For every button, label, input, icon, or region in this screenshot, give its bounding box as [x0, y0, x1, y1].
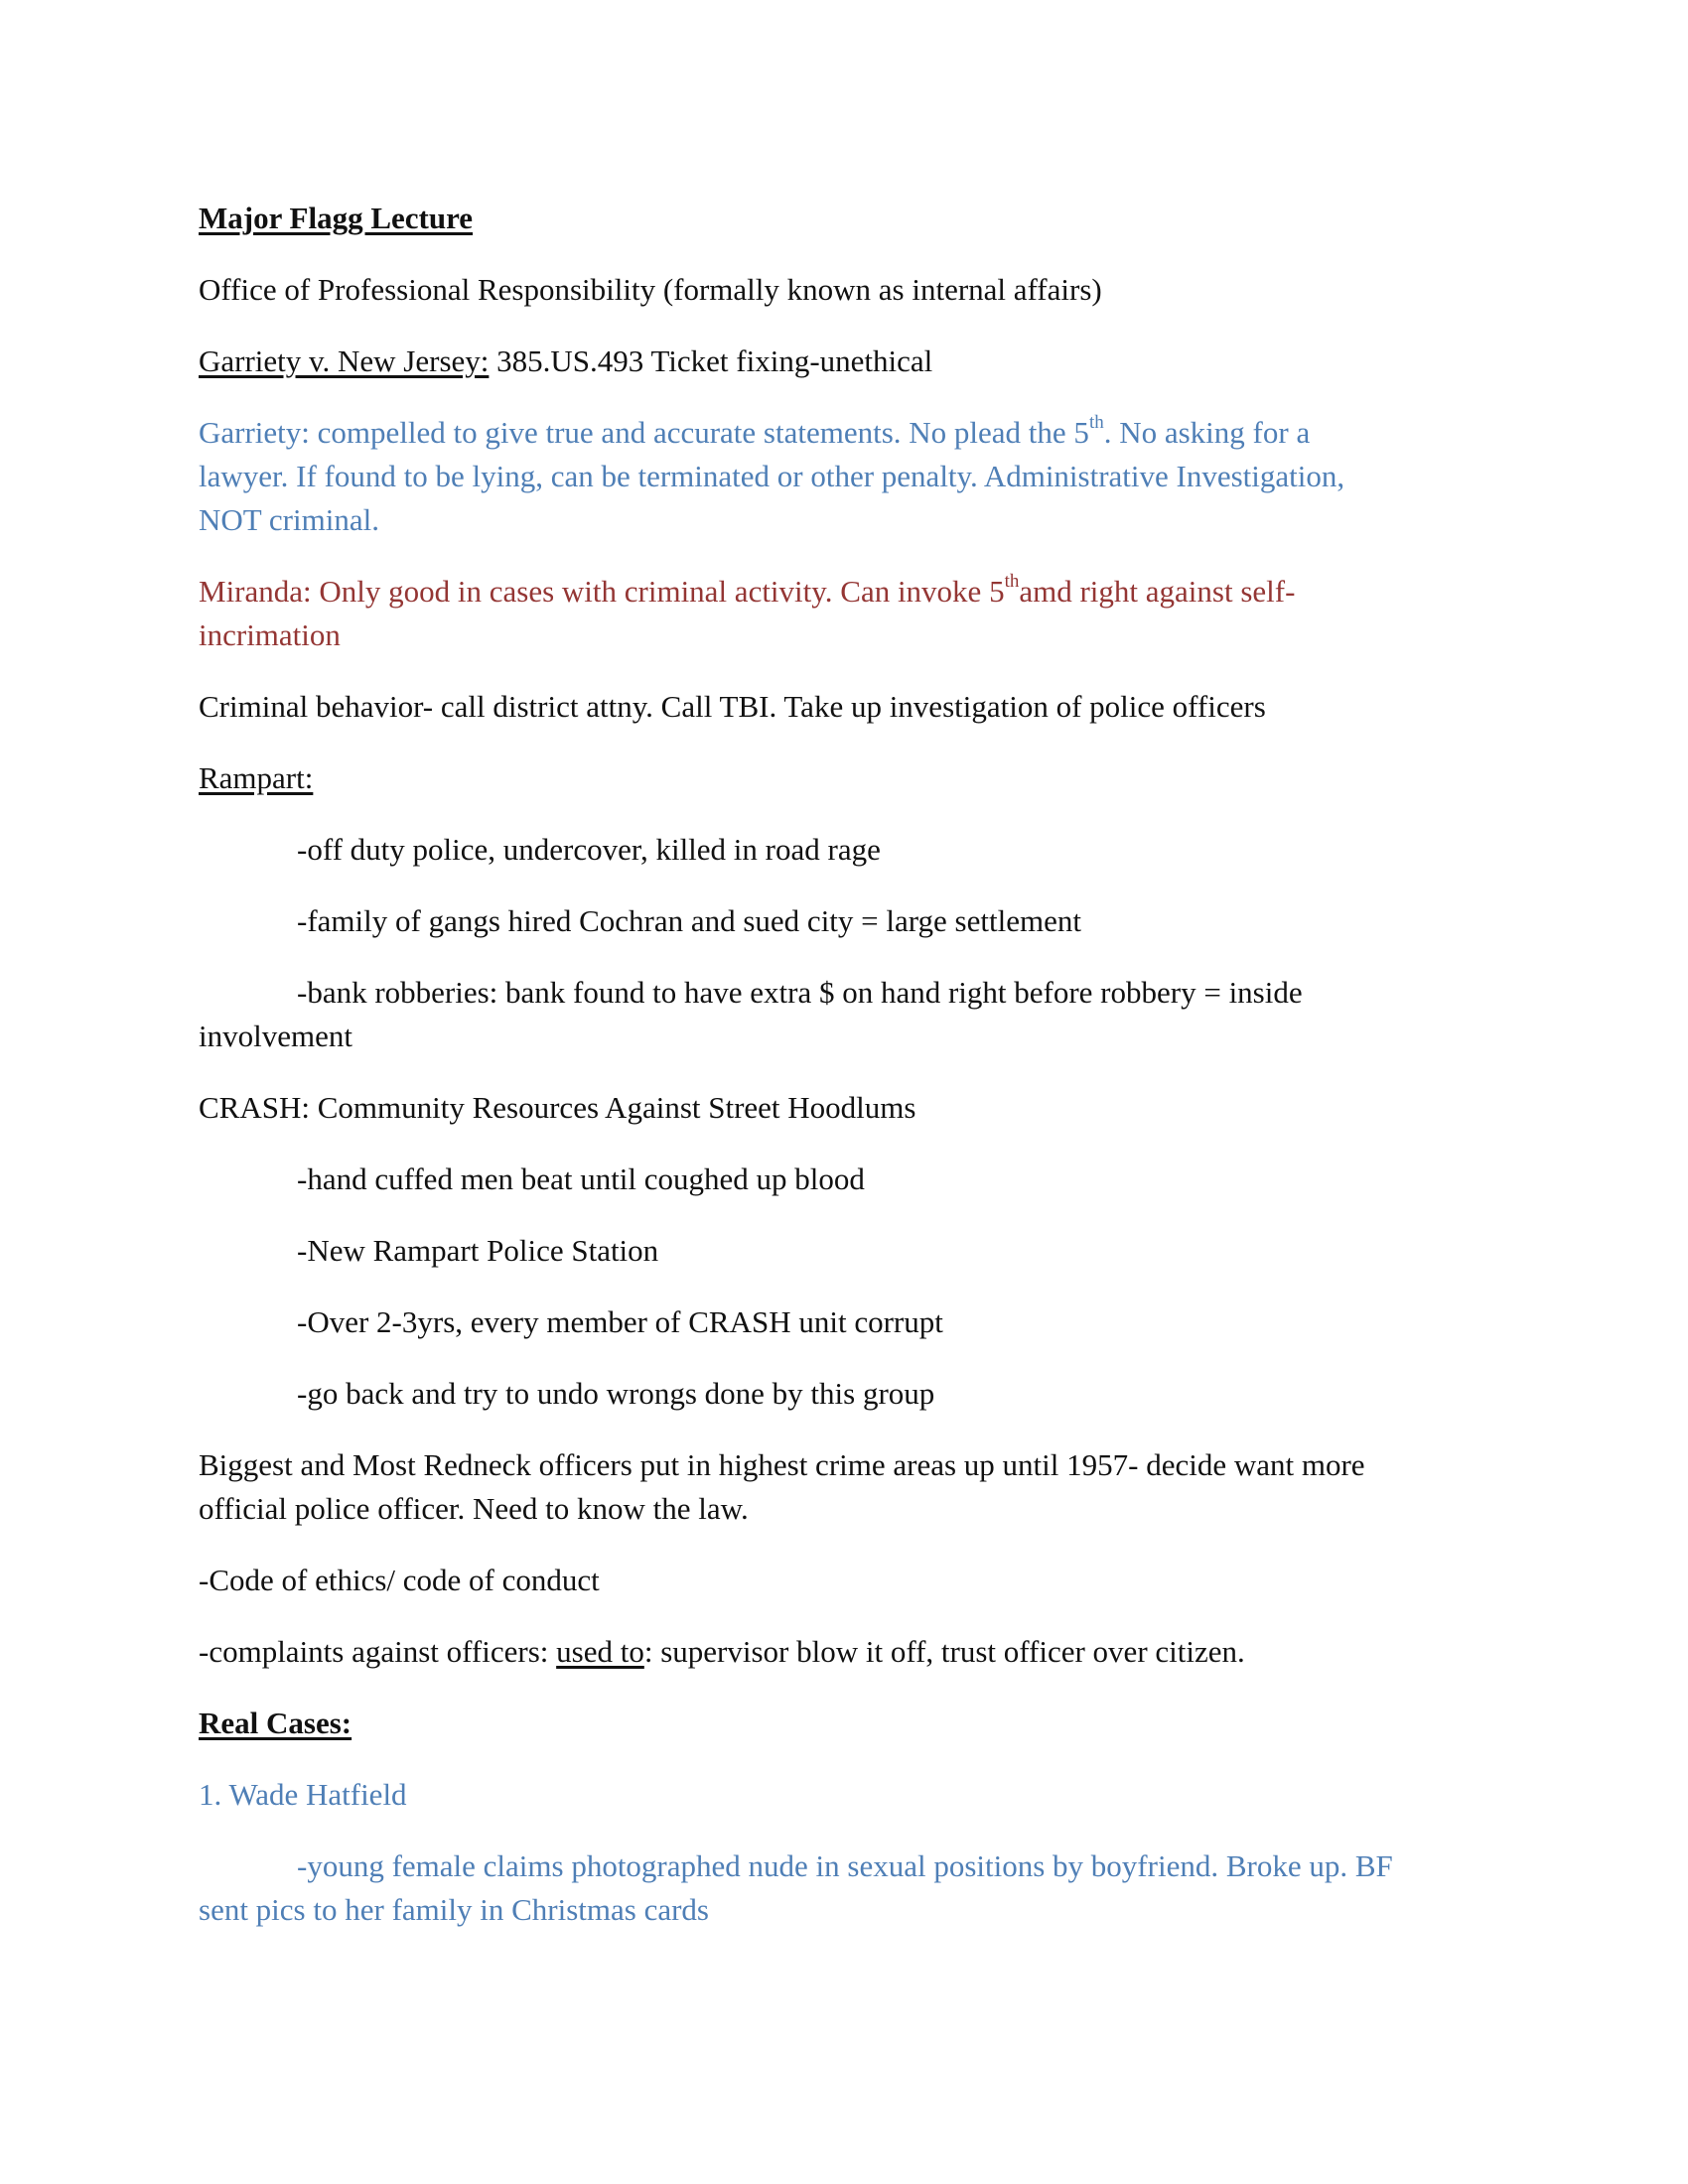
garriety-para-superscript: th	[1088, 411, 1104, 433]
crash-item-3: -Over 2-3yrs, every member of CRASH unit corrupt	[297, 1304, 943, 1339]
code-of-ethics-line: -Code of ethics/ code of conduct	[199, 1563, 600, 1597]
miranda-para-line-1	[199, 570, 1295, 614]
miranda-para-text-b: amd right against self-	[1019, 574, 1296, 609]
garriety-case-name: Garriety v. New Jersey:	[199, 343, 490, 378]
rampart-heading: Rampart:	[199, 760, 314, 795]
garriety-para-line-3: NOT criminal.	[199, 502, 379, 537]
case-1-detail-line-1: -young female claims photographed nude in sexual positions by boyfriend. Broke up. BF	[297, 1848, 1393, 1883]
crash-item-2: -New Rampart Police Station	[297, 1233, 659, 1268]
garriety-case-line	[199, 340, 932, 383]
complaints-underlined: used to	[556, 1634, 644, 1669]
garriety-para-text-a: Garriety: compelled to give true and accurate statements. No plead the 5	[199, 415, 1089, 450]
garriety-para-line-2: lawyer. If found to be lying, can be terminated or other penalty. Administrative Investigation,	[199, 459, 1345, 493]
rampart-item-1: -off duty police, undercover, killed in road rage	[297, 832, 881, 867]
case-1-detail-line-2: sent pics to her family in Christmas cards	[199, 1892, 709, 1927]
complaints-line	[199, 1630, 1245, 1674]
rampart-item-3-line-2: involvement	[199, 1019, 352, 1053]
opr-line: Office of Professional Responsibility (formally known as internal affairs)	[199, 272, 1102, 307]
garriety-para-line-1	[199, 411, 1310, 455]
miranda-para-line-2: incrimation	[199, 617, 341, 652]
complaints-text-a: -complaints against officers:	[199, 1634, 557, 1669]
garriety-case-citation: 385.US.493 Ticket fixing-unethical	[489, 343, 933, 378]
real-cases-heading: Real Cases:	[199, 1706, 352, 1740]
crash-heading: CRASH: Community Resources Against Street Hoodlums	[199, 1090, 916, 1125]
criminal-behavior-line: Criminal behavior- call district attny. Call TBI. Take up investigation of police officers	[199, 689, 1266, 724]
document-title: Major Flagg Lecture	[199, 201, 474, 235]
biggest-line-2: official police officer. Need to know the law.	[199, 1491, 749, 1526]
garriety-para-text-b: . No asking for a	[1103, 415, 1311, 450]
miranda-para-superscript: th	[1004, 570, 1020, 592]
rampart-item-3-line-1: -bank robberies: bank found to have extra $ on hand right before robbery = inside	[297, 975, 1303, 1010]
crash-item-4: -go back and try to undo wrongs done by this group	[297, 1376, 935, 1411]
rampart-item-2: -family of gangs hired Cochran and sued city = large settlement	[297, 903, 1081, 938]
miranda-para-text-a: Miranda: Only good in cases with criminal activity. Can invoke 5	[199, 574, 1005, 609]
biggest-line-1: Biggest and Most Redneck officers put in highest crime areas up until 1957- decide want more	[199, 1447, 1365, 1482]
crash-item-1: -hand cuffed men beat until coughed up blood	[297, 1161, 865, 1196]
complaints-text-b: : supervisor blow it off, trust officer over citizen.	[643, 1634, 1245, 1669]
case-1-title: 1. Wade Hatfield	[199, 1777, 407, 1812]
